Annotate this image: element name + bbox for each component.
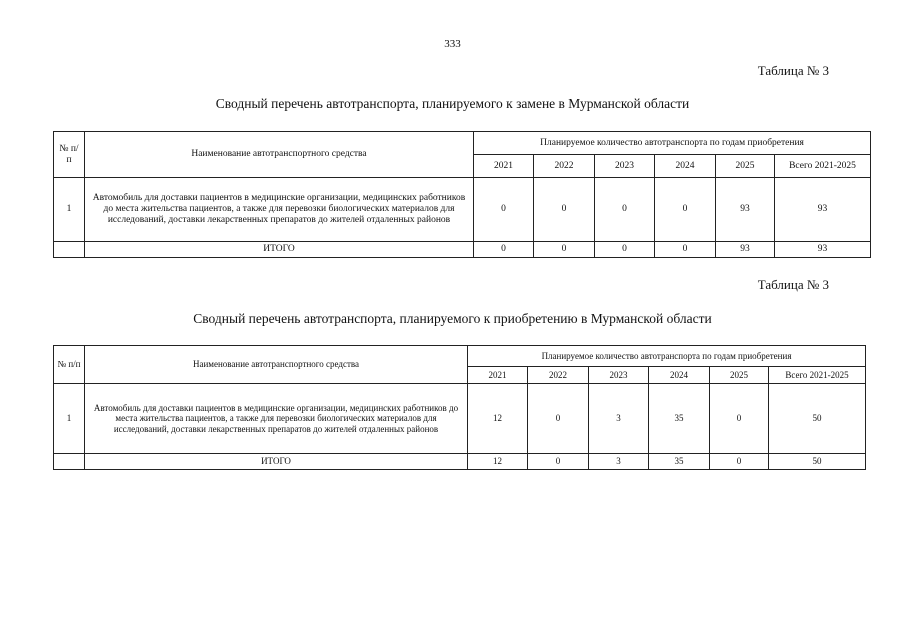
row-value: 0 xyxy=(528,384,589,454)
header-year: 2024 xyxy=(655,155,716,178)
table-2-title: Сводный перечень автотранспорта, планируемого к приобретению в Мурманской области xyxy=(193,311,712,326)
header-year: 2025 xyxy=(710,367,769,384)
table-row xyxy=(54,178,871,242)
total-value: 12 xyxy=(468,454,528,470)
total-row xyxy=(54,242,871,258)
total-value: 0 xyxy=(534,242,595,258)
table-header-row xyxy=(54,346,866,367)
header-year: 2025 xyxy=(716,155,775,178)
total-value: 3 xyxy=(589,454,649,470)
table-replacement xyxy=(53,131,871,258)
row-name: Автомобиль для доставки пациентов в медицинские организации, медицинских работников до места жительства пациентов, а также для перевозки биологических материалов для исследований, доставки лекарственных препаратов до жителей отдаленных районов xyxy=(85,384,468,454)
header-year: 2024 xyxy=(649,367,710,384)
header-year: 2023 xyxy=(595,155,655,178)
header-name: Наименование автотранспортного средства xyxy=(85,132,474,178)
total-value: 0 xyxy=(655,242,716,258)
table-2-label: Таблица № 3 xyxy=(757,277,829,292)
row-name: Автомобиль для доставки пациентов в медицинские организации, медицинских работников до места жительства пациентов, а также для перевозки биологических материалов для исследований, доставки лекарственных препаратов до жителей отдаленных районов xyxy=(85,178,474,242)
table-acquisition xyxy=(53,345,866,470)
total-value: 50 xyxy=(769,454,866,470)
row-value: 12 xyxy=(468,384,528,454)
header-num: № п/п xyxy=(54,132,85,178)
header-year: 2023 xyxy=(589,367,649,384)
row-value: 93 xyxy=(775,178,871,242)
header-total: Всего 2021-2025 xyxy=(775,155,871,178)
header-year: 2021 xyxy=(468,367,528,384)
header-group: Планируемое количество автотранспорта по годам приобретения xyxy=(474,132,871,155)
total-value: 35 xyxy=(649,454,710,470)
total-value: 0 xyxy=(474,242,534,258)
page-number: 333 xyxy=(444,38,461,50)
table-1-label: Таблица № 3 xyxy=(757,63,829,78)
table-row xyxy=(54,384,866,454)
row-value: 0 xyxy=(710,384,769,454)
total-label: ИТОГО xyxy=(85,454,468,470)
row-value: 50 xyxy=(769,384,866,454)
header-name: Наименование автотранспортного средства xyxy=(85,346,468,384)
row-num: 1 xyxy=(54,384,85,454)
row-value: 0 xyxy=(595,178,655,242)
total-value: 0 xyxy=(710,454,769,470)
row-value: 0 xyxy=(655,178,716,242)
total-label: ИТОГО xyxy=(85,242,474,258)
row-value: 3 xyxy=(589,384,649,454)
table-1-title: Сводный перечень автотранспорта, планируемого к замене в Мурманской области xyxy=(215,96,690,111)
total-num-cell xyxy=(54,242,85,258)
row-value: 0 xyxy=(474,178,534,242)
total-value: 0 xyxy=(528,454,589,470)
header-num: № п/п xyxy=(54,346,85,384)
table-header-row xyxy=(54,132,871,155)
total-value: 93 xyxy=(716,242,775,258)
header-total: Всего 2021-2025 xyxy=(769,367,866,384)
total-num-cell xyxy=(54,454,85,470)
header-year: 2022 xyxy=(534,155,595,178)
header-group: Планируемое количество автотранспорта по годам приобретения xyxy=(468,346,866,367)
row-num: 1 xyxy=(54,178,85,242)
total-value: 93 xyxy=(775,242,871,258)
row-value: 35 xyxy=(649,384,710,454)
row-value: 93 xyxy=(716,178,775,242)
header-year: 2022 xyxy=(528,367,589,384)
header-year: 2021 xyxy=(474,155,534,178)
total-value: 0 xyxy=(595,242,655,258)
row-value: 0 xyxy=(534,178,595,242)
total-row xyxy=(54,454,866,470)
